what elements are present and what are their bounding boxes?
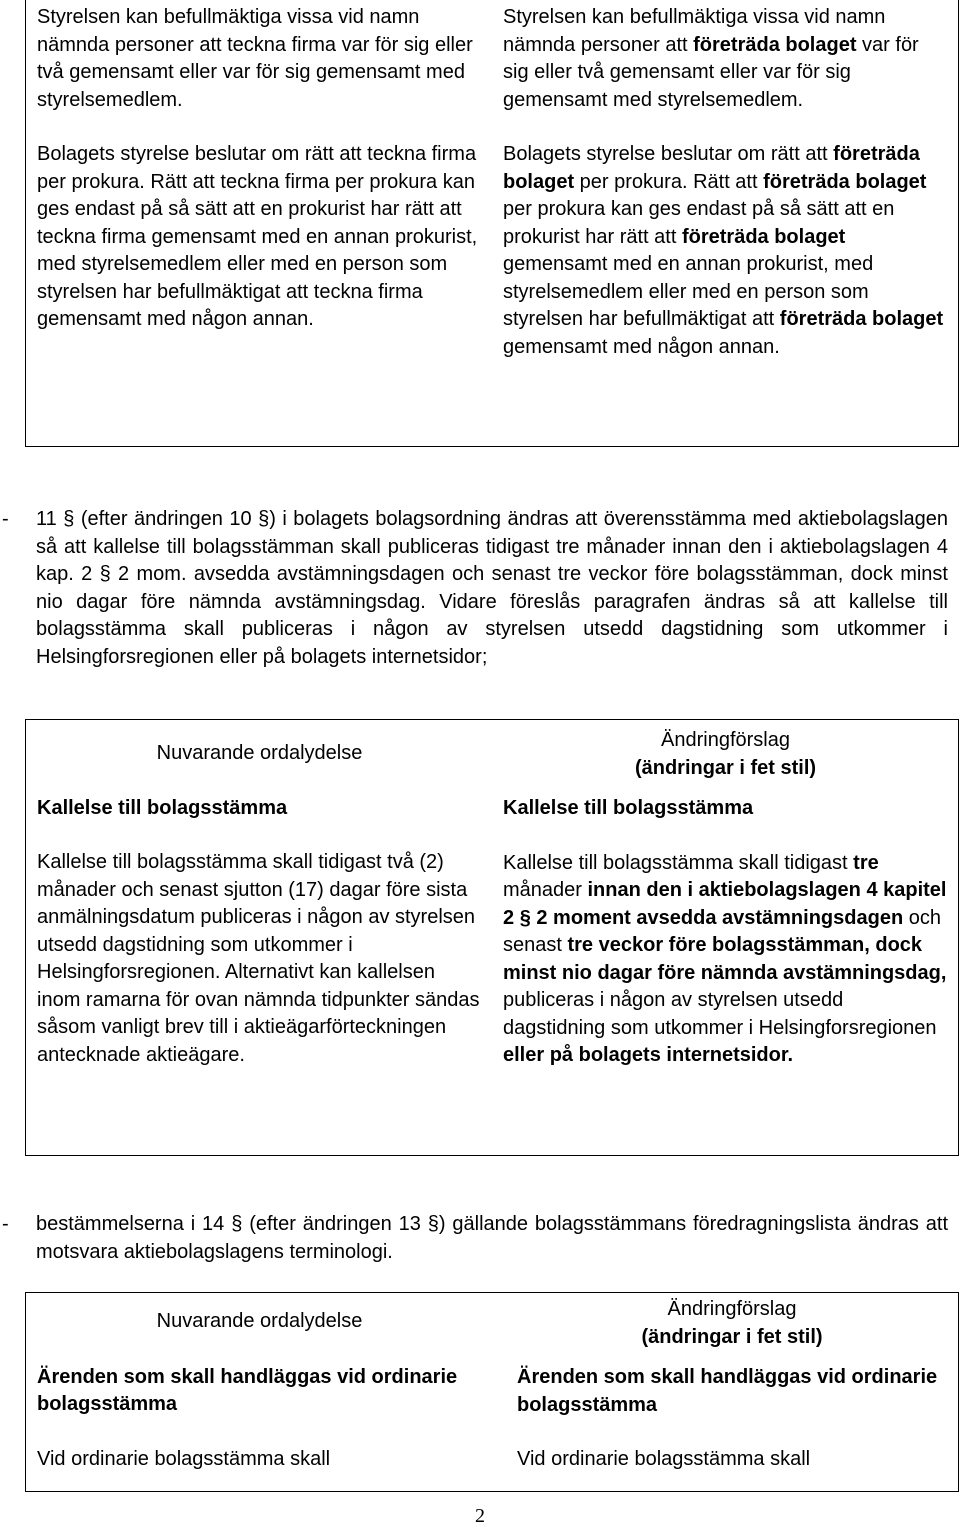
section-symbol: § — [99, 563, 111, 585]
list-dash: - — [2, 1213, 9, 1235]
proposed-paragraph: Styrelsen kan befullmäktiga vissa vid namn nämnda personer att företräda bolaget var för sig eller två gemensamt eller var för sig gemensamt med styrelsemedlem. — [503, 6, 919, 111]
current-paragraph: Vid ordinarie bolagsstämma skall — [37, 1447, 331, 1470]
section-symbol: § — [258, 508, 270, 530]
column-subheader: (ändringar i fet stil) — [641, 1325, 823, 1348]
amendment-item-11 — [0, 506, 960, 671]
column-header: Ändringförslag — [667, 1298, 797, 1320]
section-symbol: § — [231, 1213, 243, 1235]
comparison-table-firmateckning — [25, 0, 959, 447]
section-heading: Kallelse till bolagsstämma — [503, 797, 754, 819]
column-header: Nuvarande ordalydelse — [156, 1310, 363, 1332]
amendment-text: 11 § (efter ändringen 10 §) i bolagets bolagsordning ändras att överensstämma med aktiebolagslagen så att kallelse till bolagsstämman skall publiceras tidigast tre månader innan den i aktiebolagslagen 4 kap. 2 § 2 mom. avsedda avstämningsdagen och senast tre veckor före bolagsstämman, dock minst nio dagar före nämnda avstämningsdag. Vidare föreslås paragrafen ändras så att kallelse till bolagsstämma skall publiceras i någon av styrelsen utsedd dagstidning som utkommer i Helsingforsregionen eller på bolagets internetsidor; — [36, 508, 948, 668]
column-subheader: (ändringar i fet stil) — [634, 756, 817, 779]
current-paragraph: Styrelsen kan befullmäktiga vissa vid namn nämnda personer att teckna firma var för sig eller två gemensamt eller var för sig gemensamt med styrelsemedlem. — [37, 6, 473, 111]
current-paragraph: Kallelse till bolagsstämma skall tidigast två (2) månader och senast sjutton (17) dagar före sista anmälningsdatum publiceras i någon av styrelsen utsedd dagstidning som utkommer i Helsingforsregionen. Alternativt kan kallelsen inom ramarna för ovan nämnda tidpunkter sändas såsom vanligt brev till i aktieägarförteckningen antecknade aktieägare. — [37, 851, 480, 1066]
current-text-column — [37, 1308, 482, 1473]
proposed-text-column — [517, 1296, 947, 1474]
section-symbol: § — [63, 508, 75, 530]
section-heading: Ärenden som skall handläggas vid ordinarie bolagsstämma — [37, 1365, 458, 1415]
proposed-paragraph: Vid ordinarie bolagsstämma skall — [517, 1448, 811, 1470]
section-symbol: § — [519, 906, 531, 929]
current-text-column — [37, 4, 482, 334]
proposed-text-column — [503, 4, 948, 361]
comparison-table-arenden — [25, 1292, 959, 1492]
current-paragraph: Bolagets styrelse beslutar om rätt att teckna firma per prokura. Rätt att teckna firma per prokura kan ges endast på så sätt att en prokurist har rätt att teckna firma gemensamt med en annan prokurist, med styrelsemedlem eller med en person som styrelsen har befullmäktigat att teckna firma gemensamt med någon annan. — [37, 143, 478, 330]
section-heading: Kallelse till bolagsstämma — [37, 796, 288, 819]
section-symbol: § — [427, 1213, 439, 1235]
page-number: 2 — [475, 1505, 485, 1527]
proposed-text-column — [503, 727, 948, 1070]
list-dash: - — [2, 508, 9, 530]
amendment-item-14 — [0, 1211, 960, 1266]
column-header: Ändringförslag — [661, 729, 790, 751]
section-heading: Ärenden som skall handläggas vid ordinarie bolagsstämma — [517, 1366, 938, 1416]
proposed-paragraph: Kallelse till bolagsstämma skall tidigast tre månader innan den i aktiebolagslagen 4 kapitel 2 § 2 moment avsedda avstämningsdagen och senast tre veckor före bolagsstämman, dock minst nio dagar före nämnda avstämningsdag, publiceras i någon av styrelsen utsedd dagstidning som utkommer i Helsingforsregionen eller på bolagets internetsidor. — [503, 851, 947, 1066]
column-header: Nuvarande ordalydelse — [156, 742, 363, 764]
proposed-paragraph: Bolagets styrelse beslutar om rätt att företräda bolaget per prokura. Rätt att företräda bolaget per prokura kan ges endast på så sätt att en prokurist har rätt att företräda bolaget gemensamt med en annan prokurist, med styrelsemedlem eller med en person som styrelsen har befullmäktigat att företräda bolaget gemensamt med någon annan. — [503, 143, 944, 358]
current-text-column — [37, 740, 482, 1069]
amendment-text: bestämmelserna i 14 § (efter ändringen 13 §) gällande bolagsstämmans föredragningslista ändras att motsvara aktiebolagslagens terminologi. — [36, 1213, 948, 1263]
comparison-table-kallelse — [25, 719, 959, 1156]
